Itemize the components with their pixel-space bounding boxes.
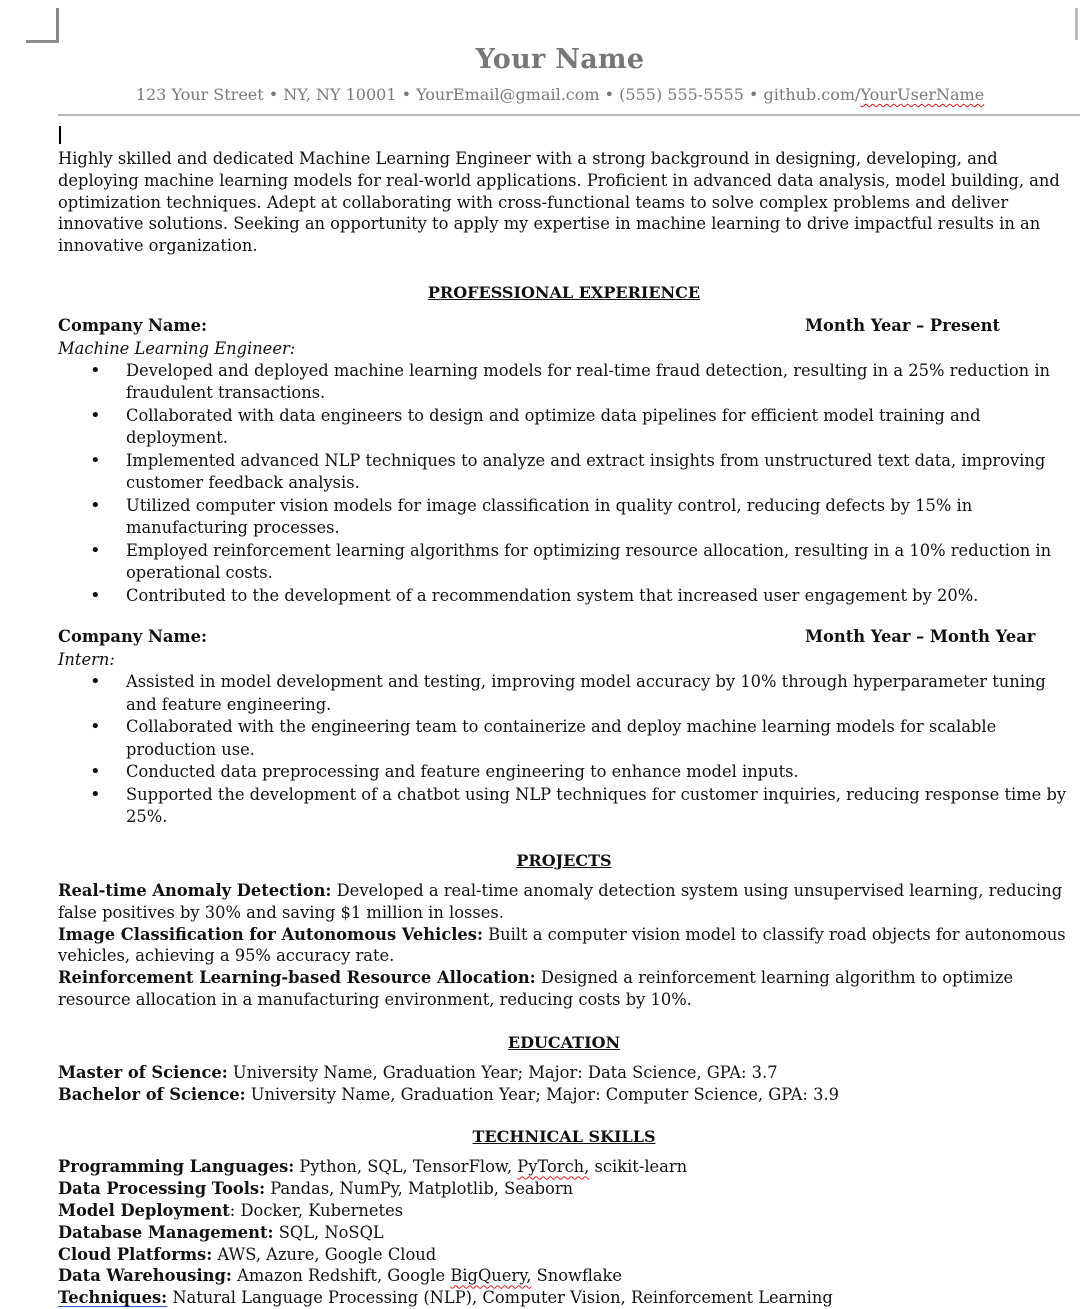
skill-item[interactable]: Programming Languages: Python, SQL, TensorFlow, PyTorch, scikit-learn — [58, 1157, 688, 1177]
skill-item[interactable]: Data Processing Tools: Pandas, NumPy, Matplotlib, Seaborn — [58, 1179, 574, 1199]
skill-item[interactable]: Cloud Platforms: AWS, Azure, Google Cloud — [58, 1244, 437, 1264]
contact-username: YourUserName — [860, 85, 985, 104]
job-dates[interactable]: Month Year – Month Year — [805, 627, 1036, 647]
project-item[interactable]: Reinforcement Learning-based Resource Allocation: Designed a reinforcement learning algorithm to optimize resource allocation in a manufacturing environment, reducing costs by 10%. — [58, 968, 1014, 1009]
bullet-icon: • — [90, 671, 101, 693]
education-list — [58, 1062, 1072, 1106]
list-item[interactable]: • Conducted data preprocessing and feature engineering to enhance model inputs. — [90, 761, 799, 783]
skill-item[interactable]: Data Warehousing: Amazon Redshift, Google BigQuery, Snowflake — [58, 1266, 623, 1286]
bullet-icon: • — [90, 404, 101, 426]
job-entry-1 — [58, 316, 1072, 608]
section-title-projects[interactable]: PROJECTS — [516, 850, 612, 870]
resume-name[interactable]: Your Name — [475, 44, 645, 75]
skill-item[interactable]: Model Deployment: Docker, Kubernetes — [58, 1200, 404, 1220]
bullet-icon: • — [90, 539, 101, 561]
project-item[interactable]: Image Classification for Autonomous Vehicles: Built a computer vision model to classify road objects for autonomous vehicles, achieving a 95% accuracy rate. — [58, 924, 1066, 966]
skill-item[interactable]: Database Management: SQL, NoSQL — [58, 1222, 384, 1242]
bullet-icon: • — [90, 783, 101, 805]
text-cursor — [59, 126, 61, 144]
contact-info: 123 Your Street • NY, NY 10001 • YourEmail@gmail.com • (555) 555-5555 • github.com/ — [135, 85, 861, 104]
bullet-icon: • — [90, 761, 101, 783]
job-header — [58, 316, 1072, 338]
company-name[interactable]: Company Name: — [58, 315, 207, 335]
job-bullet-list — [58, 360, 1072, 608]
bullet-icon: • — [90, 449, 101, 471]
job-dates[interactable]: Month Year – Present — [805, 315, 1000, 335]
list-item[interactable]: • Assisted in model development and testing, improving model accuracy by 10% through hyperparameter tuning and feature engineering. — [90, 671, 1046, 714]
list-item[interactable]: • Implemented advanced NLP techniques to analyze and extract insights from unstructured text data, improving customer feedback analysis. — [90, 449, 1046, 493]
list-item[interactable]: • Collaborated with the engineering team to containerize and deploy machine learning models for scalable production use. — [90, 716, 997, 759]
bullet-icon: • — [90, 716, 101, 738]
list-item[interactable]: • Utilized computer vision models for image classification in quality control, reducing defects by 15% in manufacturing processes. — [90, 494, 973, 538]
list-item[interactable]: • Developed and deployed machine learning models for real-time fraud detection, resulting in a 25% reduction in fraudulent transactions. — [90, 359, 1051, 403]
section-title-education[interactable]: EDUCATION — [507, 1032, 621, 1052]
projects-list — [58, 880, 1072, 1011]
list-item[interactable]: • Collaborated with data engineers to design and optimize data pipelines for efficient model training and deployment. — [90, 404, 981, 448]
education-item[interactable]: Master of Science: University Name, Graduation Year; Major: Data Science, GPA: 3.7 — [58, 1062, 778, 1082]
skill-item[interactable]: Techniques: Natural Language Processing (NLP), Computer Vision, Reinforcement Learning — [58, 1288, 833, 1308]
list-item[interactable]: • Contributed to the development of a recommendation system that increased user engagement by 20%. — [90, 584, 979, 606]
resume-page[interactable] — [58, 40, 1072, 1309]
list-item[interactable]: • Supported the development of a chatbot using NLP techniques for customer inquiries, reducing response time by 25%. — [90, 783, 1067, 827]
job-role[interactable]: Intern: — [58, 650, 115, 670]
bullet-icon: • — [90, 359, 101, 381]
skills-list — [58, 1156, 1072, 1309]
header-divider — [58, 114, 1080, 116]
section-title-experience[interactable]: PROFESSIONAL EXPERIENCE — [427, 282, 701, 302]
bullet-icon: • — [90, 584, 101, 606]
education-item[interactable]: Bachelor of Science: University Name, Graduation Year; Major: Computer Science, GPA: 3.9 — [58, 1084, 839, 1104]
contact-line[interactable] — [58, 85, 1072, 104]
project-item[interactable]: Real-time Anomaly Detection: Developed a real-time anomaly detection system using unsupervised learning, reducing false positives by 30% and saving $1 million in losses. — [58, 880, 1063, 922]
page-edge-mark — [1075, 8, 1078, 40]
company-name[interactable]: Company Name: — [58, 627, 207, 647]
bullet-icon: • — [90, 494, 101, 516]
job-header — [58, 627, 1072, 649]
job-role[interactable]: Machine Learning Engineer: — [58, 338, 296, 358]
summary-paragraph[interactable]: Highly skilled and dedicated Machine Learning Engineer with a strong background in designing, developing, and deploying machine learning models for real-world applications. Proficient in advanced data analysis, model building, and optimization techniques. Adept at collaborating with cross-functional teams to solve complex problems and deliver innovative solutions. Seeking an opportunity to apply my expertise in machine learning to drive impactful results in an innovative organization. — [58, 149, 1060, 256]
job-entry-2 — [58, 627, 1072, 829]
page-crop-mark — [26, 8, 59, 43]
section-title-skills[interactable]: TECHNICAL SKILLS — [472, 1127, 656, 1147]
list-item[interactable]: • Employed reinforcement learning algorithms for optimizing resource allocation, resulting in a 10% reduction in operational costs. — [90, 539, 1052, 583]
job-bullet-list — [58, 671, 1072, 829]
